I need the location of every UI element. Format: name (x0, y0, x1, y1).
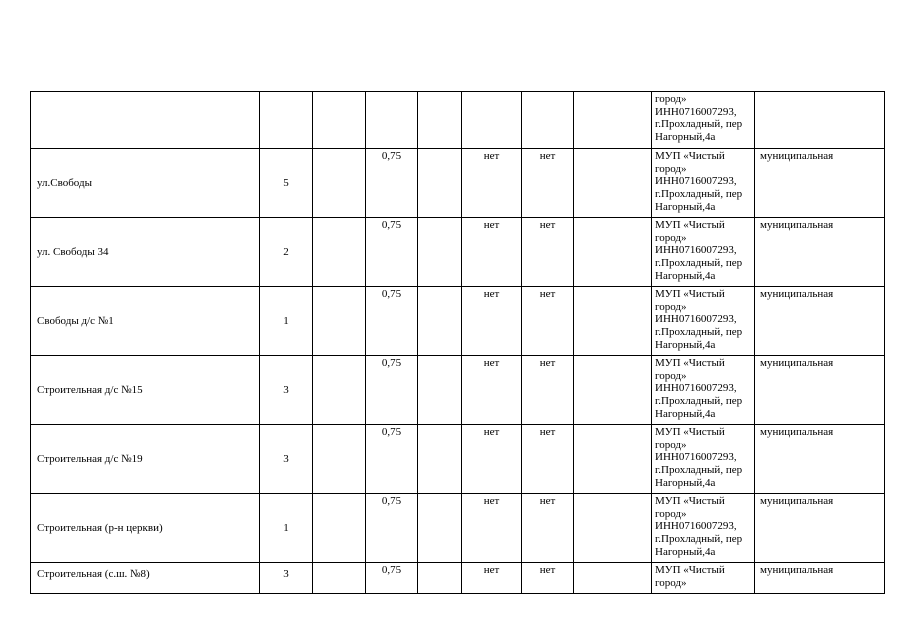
table-cell (313, 356, 366, 425)
container-volume-cell: 0,75 (366, 494, 418, 563)
operator-cell: МУП «Чистый город» ИНН0716007293, г.Прохладный, пер Нагорный,4а (652, 356, 755, 425)
flag-cell: нет (462, 356, 522, 425)
flag-cell: нет (462, 287, 522, 356)
flag-cell: нет (522, 425, 574, 494)
table-cell (418, 494, 462, 563)
table-cell (313, 563, 366, 594)
container-count-cell: 5 (260, 149, 313, 218)
table-row (31, 494, 885, 563)
container-count-cell: 2 (260, 218, 313, 287)
container-volume-cell: 0,75 (366, 356, 418, 425)
operator-cell: МУП «Чистый город» ИНН0716007293, г.Прохладный, пер Нагорный,4а (652, 494, 755, 563)
table-cell (313, 287, 366, 356)
site-name-cell: Строительная д/с №19 (31, 425, 260, 494)
flag-cell: нет (462, 149, 522, 218)
container-count-cell: 1 (260, 494, 313, 563)
table-cell (366, 92, 418, 149)
flag-cell: нет (522, 563, 574, 594)
table-cell (313, 494, 366, 563)
container-count-cell: 3 (260, 563, 313, 594)
table-row (31, 92, 885, 149)
ownership-cell: муниципальная (755, 494, 885, 563)
table-cell (418, 563, 462, 594)
flag-cell: нет (522, 218, 574, 287)
ownership-cell: муниципальная (755, 218, 885, 287)
operator-cell: МУП «Чистый город» ИНН0716007293, г.Прохладный, пер Нагорный,4а (652, 218, 755, 287)
container-count-cell: 1 (260, 287, 313, 356)
site-name-cell: Строительная (с.ш. №8) (31, 563, 260, 594)
table-cell (418, 425, 462, 494)
flag-cell: нет (462, 494, 522, 563)
table-row (31, 356, 885, 425)
container-volume-cell: 0,75 (366, 218, 418, 287)
table-cell (522, 92, 574, 149)
table-row (31, 287, 885, 356)
ownership-cell: муниципальная (755, 287, 885, 356)
table-cell (462, 92, 522, 149)
table-cell (755, 92, 885, 149)
flag-cell: нет (522, 149, 574, 218)
ownership-cell: муниципальная (755, 425, 885, 494)
table-cell (313, 92, 366, 149)
site-name-cell: Свободы д/с №1 (31, 287, 260, 356)
operator-cell: МУП «Чистый город» ИНН0716007293, г.Прохладный, пер Нагорный,4а (652, 149, 755, 218)
flag-cell: нет (462, 218, 522, 287)
table-cell (574, 149, 652, 218)
ownership-cell: муниципальная (755, 563, 885, 594)
container-volume-cell: 0,75 (366, 563, 418, 594)
flag-cell: нет (522, 287, 574, 356)
operator-cell: МУП «Чистый город» ИНН0716007293, г.Прохладный, пер Нагорный,4а (652, 287, 755, 356)
site-name-cell: Строительная д/с №15 (31, 356, 260, 425)
site-name-cell: ул.Свободы (31, 149, 260, 218)
container-sites-table (30, 91, 885, 594)
flag-cell: нет (462, 425, 522, 494)
table-cell (418, 356, 462, 425)
flag-cell: нет (522, 494, 574, 563)
table-cell (574, 92, 652, 149)
ownership-cell: муниципальная (755, 356, 885, 425)
site-name-cell: ул. Свободы 34 (31, 218, 260, 287)
table-cell (574, 218, 652, 287)
table-cell (418, 287, 462, 356)
container-volume-cell: 0,75 (366, 149, 418, 218)
operator-cell: город» ИНН0716007293, г.Прохладный, пер Нагорный,4а (652, 92, 755, 149)
table-row (31, 563, 885, 594)
table-row (31, 149, 885, 218)
table-cell (574, 563, 652, 594)
table-cell (313, 218, 366, 287)
table-cell (418, 149, 462, 218)
container-volume-cell: 0,75 (366, 425, 418, 494)
container-count-cell: 3 (260, 356, 313, 425)
table-cell (574, 356, 652, 425)
table-cell (31, 92, 260, 149)
table-row (31, 425, 885, 494)
container-count-cell: 3 (260, 425, 313, 494)
ownership-cell: муниципальная (755, 149, 885, 218)
container-volume-cell: 0,75 (366, 287, 418, 356)
table-cell (418, 92, 462, 149)
table-cell (260, 92, 313, 149)
site-name-cell: Строительная (р-н церкви) (31, 494, 260, 563)
table-cell (574, 425, 652, 494)
flag-cell: нет (462, 563, 522, 594)
operator-cell: МУП «Чистый город» ИНН0716007293, г.Прохладный, пер Нагорный,4а (652, 425, 755, 494)
table-row (31, 218, 885, 287)
table-cell (313, 149, 366, 218)
table-cell (313, 425, 366, 494)
table-cell (574, 494, 652, 563)
operator-cell: МУП «Чистый город» (652, 563, 755, 594)
flag-cell: нет (522, 356, 574, 425)
table-cell (574, 287, 652, 356)
table-cell (418, 218, 462, 287)
